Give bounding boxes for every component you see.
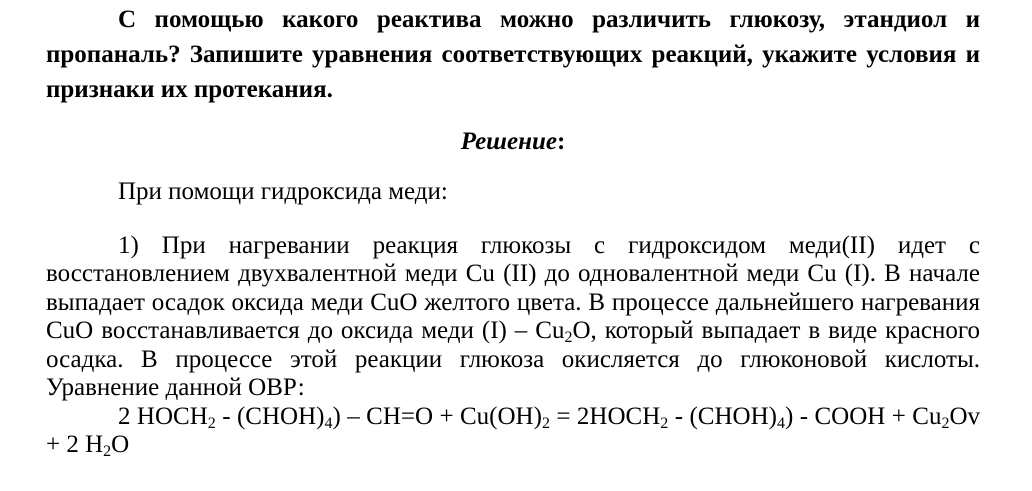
eq-term-4: = 2HOCH xyxy=(549,402,661,430)
solution-heading-label: Решение xyxy=(460,128,557,155)
eq-term-6: ) - COOH + Cu xyxy=(784,402,942,430)
eq-subscript-3: 2 xyxy=(541,414,550,432)
question-text: С помощью какого реактива можно различить глюкозу, этандиол и пропаналь? Запишите уравнения соответствующих реакций, укажите условия и признаки их протекания. xyxy=(46,6,980,103)
eq-term-7: Ov + 2 H xyxy=(46,402,981,458)
eq-term-5: - (CHOH) xyxy=(668,402,777,430)
eq-subscript-6: 2 xyxy=(941,414,950,432)
eq-subscript-2: 4 xyxy=(324,414,333,432)
step-1-text-part1: 1) При нагревании реакция глюкозы с гидроксидом меди(II) идет с восстановлением двухвалентной меди Cu (II) до одновалентной меди Cu (I). В начале выпадает осадок оксида меди CuO желтого цвета. В процессе дальнейшего нагревания CuO восстанавливается до оксида меди (I) – Cu xyxy=(46,231,980,344)
cu2o-subscript: 2 xyxy=(564,329,573,346)
eq-term-1: 2 HOCH xyxy=(118,402,208,430)
step-1-text-part2: O, который выпадает в виде красного осадка. В процессе этой реакции глюкоза окисляется до глюконовой кислоты. Уравнение данной ОВР: xyxy=(46,317,980,401)
eq-subscript-4: 2 xyxy=(660,414,669,432)
step-1-paragraph xyxy=(46,232,980,403)
solution-heading-colon: : xyxy=(556,128,566,155)
intro-paragraph: При помощи гидроксида меди: xyxy=(118,178,448,205)
eq-subscript-7: 2 xyxy=(103,443,112,460)
solution-heading xyxy=(46,127,980,157)
eq-term-8: O xyxy=(111,431,130,458)
eq-subscript-5: 4 xyxy=(776,414,785,432)
reaction-equation xyxy=(46,403,980,460)
eq-subscript-1: 2 xyxy=(207,414,216,432)
eq-term-3: ) – CH=O + Cu(OH) xyxy=(332,402,542,430)
document-page xyxy=(0,2,1032,491)
eq-term-2: - (CHOH) xyxy=(215,402,325,430)
